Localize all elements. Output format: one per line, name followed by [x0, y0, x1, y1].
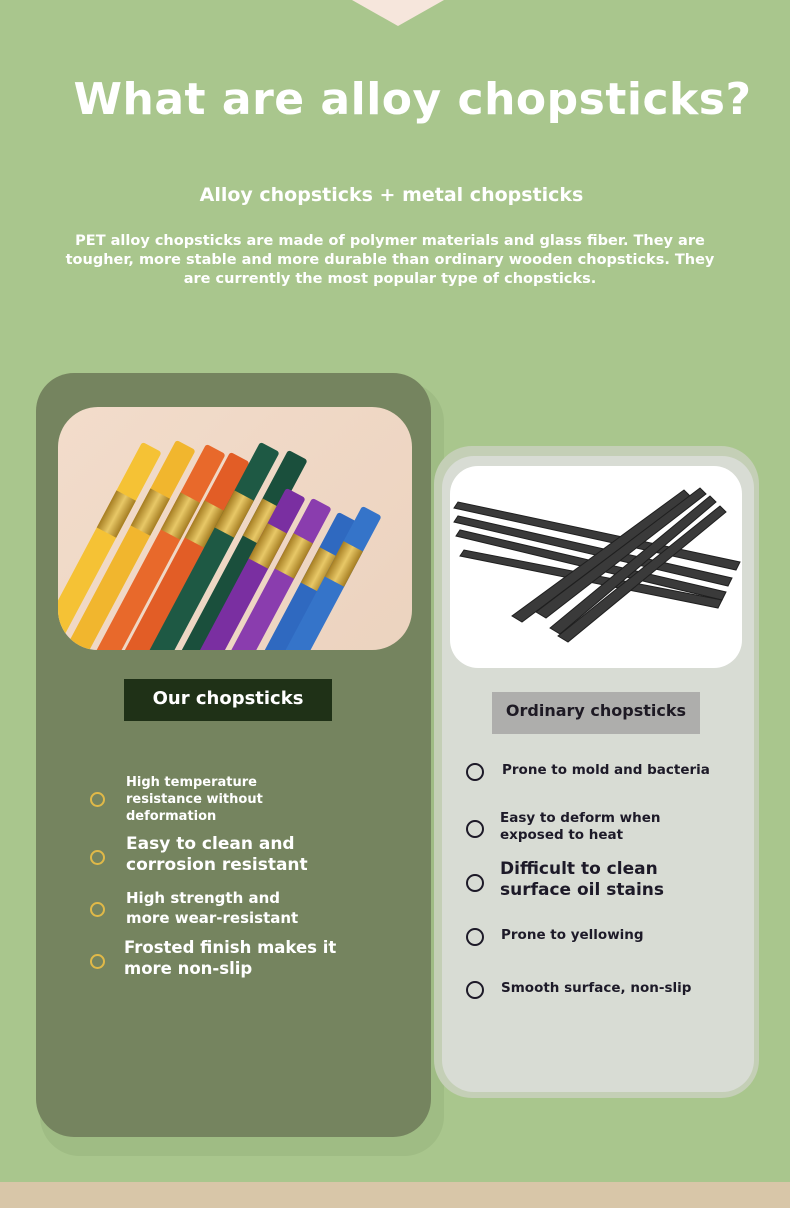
bullet-circle-icon [466, 928, 484, 946]
bullet-circle-icon [466, 981, 484, 999]
ordinary-feature-2: Easy to deform when exposed to heat [500, 810, 661, 843]
bullet-circle-icon [90, 792, 105, 807]
ordinary-chopsticks-photo [450, 466, 742, 668]
our-chopsticks-photo [58, 407, 412, 650]
our-chopsticks-label: Our chopsticks [124, 679, 332, 721]
black-chopsticks-image [450, 466, 742, 668]
our-feature-4: Frosted finish makes it more non-slip [124, 938, 337, 978]
intro-description: PET alloy chopsticks are made of polymer materials and glass fiber. They are tougher, more stable and more durable than ordinary wooden chopsticks. They are currently the most popular type of chopsticks. [65, 233, 715, 287]
bullet-circle-icon [466, 820, 484, 838]
ordinary-feature-1: Prone to mold and bacteria [502, 762, 710, 778]
ordinary-chopsticks-label: Ordinary chopsticks [492, 692, 700, 734]
bullet-circle-icon [90, 954, 105, 969]
ordinary-feature-4: Prone to yellowing [501, 927, 644, 943]
top-notch-decoration [352, 0, 444, 26]
bullet-circle-icon [90, 902, 105, 917]
colorful-chopsticks-image [58, 407, 412, 650]
bottom-band-decoration [0, 1182, 790, 1208]
chopstick-group [58, 440, 382, 650]
our-feature-1: High temperature resistance without deformation [126, 775, 263, 824]
our-feature-3: High strength and more wear-resistant [126, 889, 299, 927]
bullet-circle-icon [466, 874, 484, 892]
ordinary-chopstick-group [454, 488, 740, 642]
page-title: What are alloy chopsticks? [73, 74, 752, 125]
page-subtitle: Alloy chopsticks + metal chopsticks [199, 184, 584, 206]
our-feature-2: Easy to clean and corrosion resistant [126, 834, 308, 875]
bullet-circle-icon [90, 850, 105, 865]
bullet-circle-icon [466, 763, 484, 781]
ordinary-feature-3: Difficult to clean surface oil stains [500, 859, 665, 900]
ordinary-feature-5: Smooth surface, non-slip [501, 980, 692, 996]
